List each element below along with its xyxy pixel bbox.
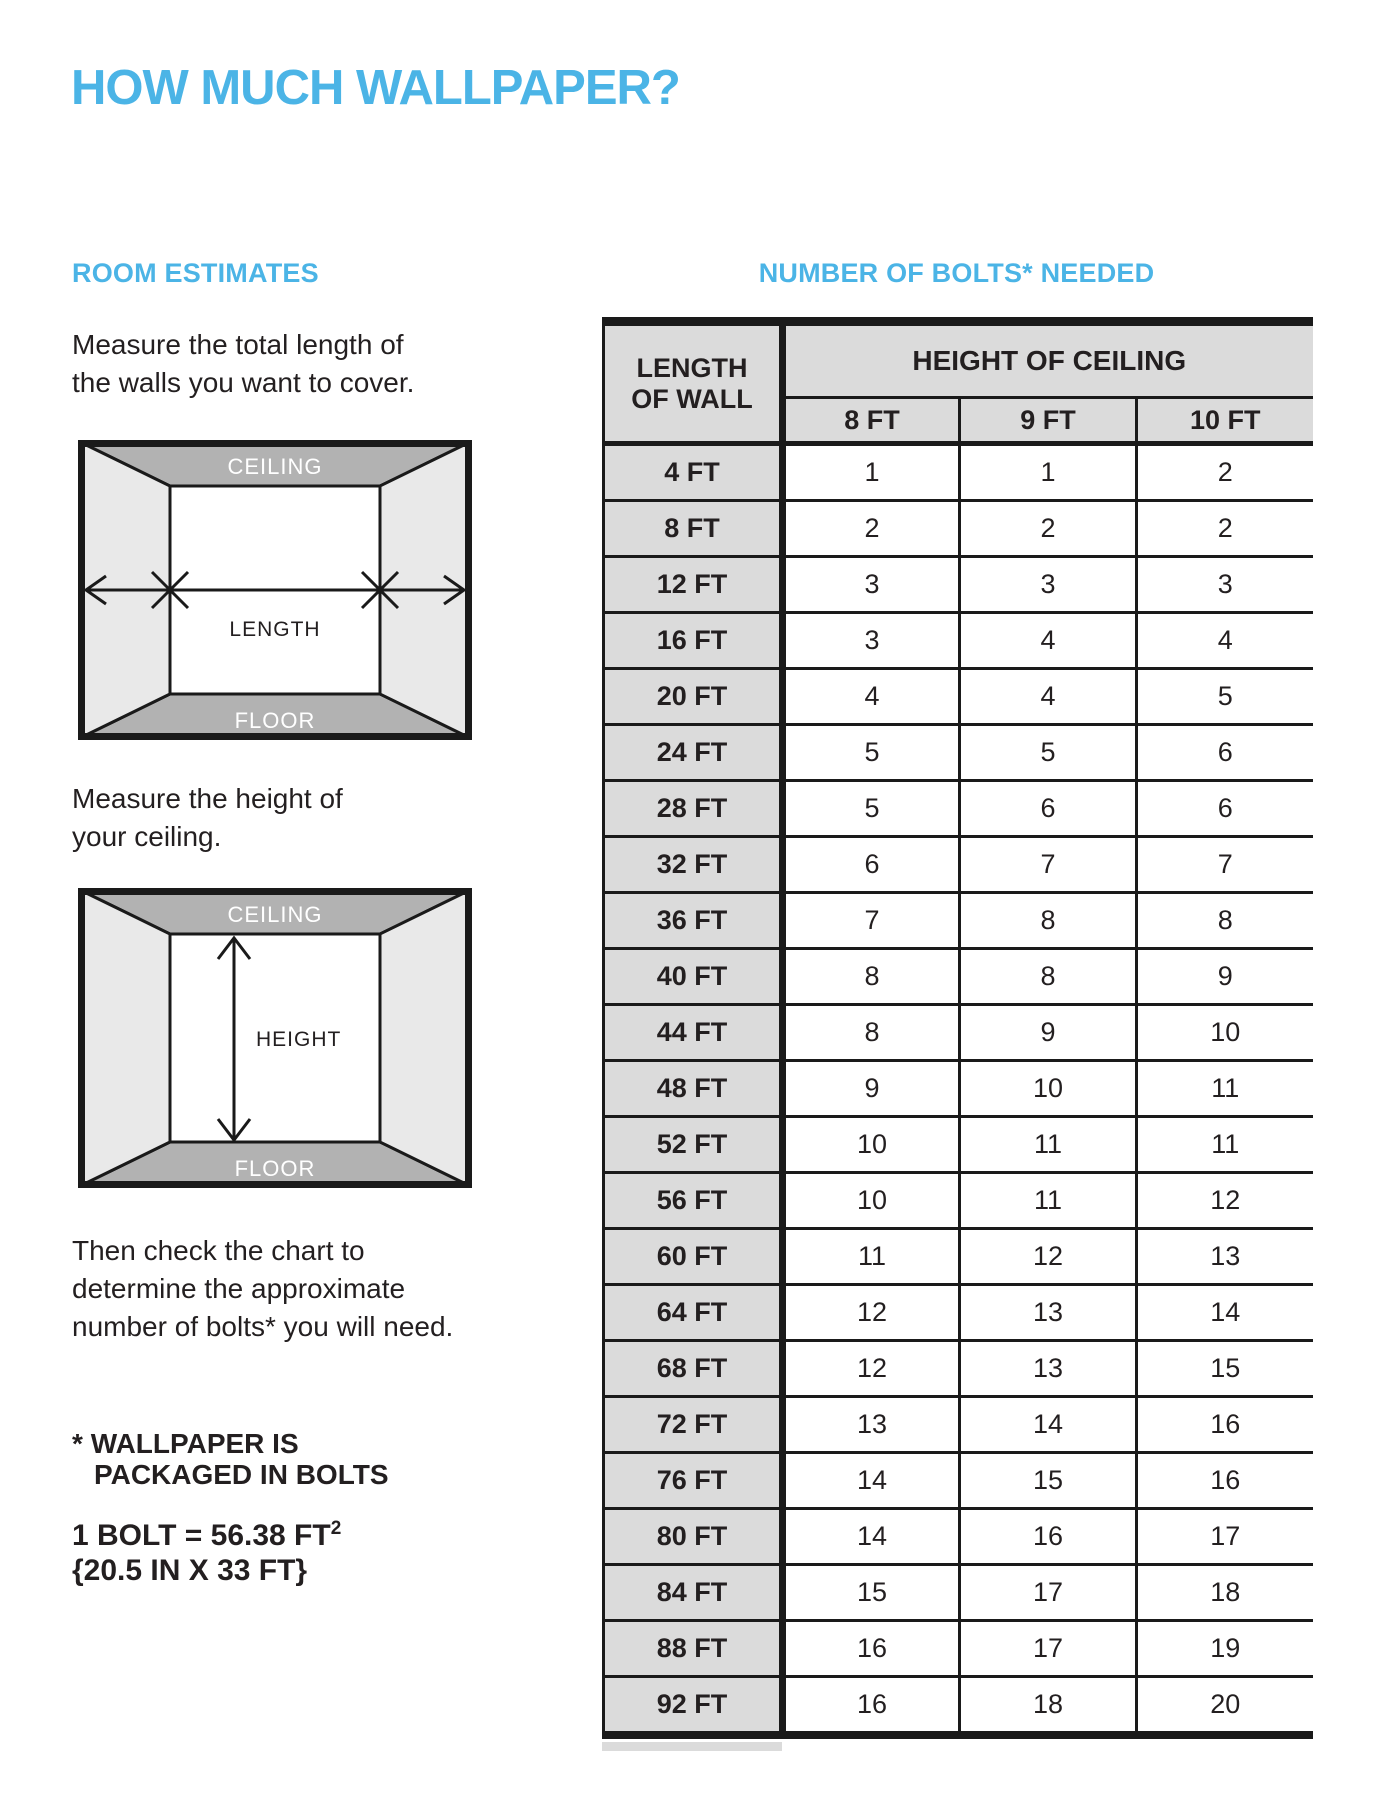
row-length-label: 52 FT [604,1117,783,1173]
table-row [604,1285,1313,1341]
table-row [604,444,1313,501]
cell-bolts-8ft: 8 [783,949,960,1005]
cell-bolts-10ft: 2 [1137,501,1313,557]
row-length-label: 16 FT [604,613,783,669]
cell-bolts-9ft: 1 [960,444,1137,501]
room-length-diagram-svg [78,440,472,740]
cell-bolts-10ft: 6 [1137,725,1313,781]
table-row [604,557,1313,613]
table-row [604,781,1313,837]
room-length-diagram [78,440,472,745]
row-length-label: 20 FT [604,669,783,725]
room-height-diagram-svg [78,888,472,1188]
room-estimates-heading: ROOM ESTIMATES [72,258,319,288]
instruction-line: determine the approximate [72,1273,406,1304]
cell-bolts-10ft: 7 [1137,837,1313,893]
footnote-line: PACKAGED IN BOLTS [94,1459,389,1490]
floor-label: FLOOR [234,1156,316,1181]
bolt-equation: 1 BOLT = 56.38 $FT^2$ [72,1518,342,1552]
instruction-measure-length [72,326,492,402]
row-length-label: 60 FT [604,1229,783,1285]
cell-bolts-9ft: 8 [960,949,1137,1005]
cell-bolts-8ft: 5 [783,725,960,781]
table-bottom-gray-tab [602,1742,782,1751]
row-length-label: 92 FT [604,1677,783,1736]
cell-bolts-8ft: 5 [783,781,960,837]
row-length-label: 44 FT [604,1005,783,1061]
cell-bolts-8ft: 8 [783,1005,960,1061]
cell-bolts-9ft: 4 [960,613,1137,669]
cell-bolts-10ft: 2 [1137,444,1313,501]
instruction-check-chart [72,1232,492,1346]
length-label: LENGTH [229,618,321,641]
bolts-table-heading: NUMBER OF BOLTS* NEEDED [758,258,1155,288]
height-of-ceiling-header: HEIGHT OF CEILING [783,322,1313,398]
cell-bolts-8ft: 12 [783,1285,960,1341]
table-row [604,1005,1313,1061]
instruction-line: number of bolts* you will need. [72,1311,454,1342]
cell-bolts-10ft: 16 [1137,1453,1313,1509]
room-height-diagram [78,888,472,1193]
left-wall-panel [80,890,170,1186]
cell-bolts-9ft: 17 [960,1621,1137,1677]
cell-bolts-10ft: 3 [1137,557,1313,613]
row-length-label: 24 FT [604,725,783,781]
cell-bolts-9ft: 11 [960,1173,1137,1229]
cell-bolts-9ft: 13 [960,1341,1137,1397]
table-row [604,1565,1313,1621]
instruction-measure-height [72,780,492,856]
table-row [604,1509,1313,1565]
cell-bolts-9ft: 5 [960,725,1137,781]
cell-bolts-10ft: 18 [1137,1565,1313,1621]
cell-bolts-8ft: 9 [783,1061,960,1117]
cell-bolts-8ft: 3 [783,557,960,613]
cell-bolts-8ft: 15 [783,1565,960,1621]
row-length-label: 28 FT [604,781,783,837]
row-length-label: 84 FT [604,1565,783,1621]
bolts-needed-table [602,317,1313,1739]
cell-bolts-8ft: 10 [783,1117,960,1173]
cell-bolts-9ft: 9 [960,1005,1137,1061]
ceiling-label: CEILING [227,902,323,927]
cell-bolts-8ft: 3 [783,613,960,669]
col-header-9ft: 9 FT [960,398,1137,444]
bolts-table-body [604,444,1313,1736]
col-header-10ft: 10 FT [1137,398,1313,444]
cell-bolts-10ft: 12 [1137,1173,1313,1229]
asterisk: * [72,1428,83,1459]
instruction-line: Measure the height of [72,783,343,814]
table-row [604,613,1313,669]
cell-bolts-8ft: 1 [783,444,960,501]
instruction-line: Measure the total length of [72,329,404,360]
cell-bolts-10ft: 13 [1137,1229,1313,1285]
instruction-line: the walls you want to cover. [72,367,415,398]
cell-bolts-9ft: 15 [960,1453,1137,1509]
row-length-label: 12 FT [604,557,783,613]
row-length-label: 80 FT [604,1509,783,1565]
row-length-label: 56 FT [604,1173,783,1229]
row-length-label: 32 FT [604,837,783,893]
table-row [604,893,1313,949]
cell-bolts-10ft: 8 [1137,893,1313,949]
table-row [604,1397,1313,1453]
cell-bolts-9ft: 13 [960,1285,1137,1341]
cell-bolts-8ft: 14 [783,1509,960,1565]
cell-bolts-8ft: 2 [783,501,960,557]
length-of-wall-header: LENGTH OF WALL [604,322,783,444]
table-row [604,1677,1313,1736]
cell-bolts-10ft: 17 [1137,1509,1313,1565]
row-length-label: 4 FT [604,444,783,501]
bolt-size-info [72,1518,341,1588]
ceiling-label: CEILING [227,454,323,479]
table-row [604,1341,1313,1397]
cell-bolts-8ft: 12 [783,1341,960,1397]
cell-bolts-10ft: 9 [1137,949,1313,1005]
cell-bolts-9ft: 12 [960,1229,1137,1285]
cell-bolts-8ft: 6 [783,837,960,893]
cell-bolts-10ft: 4 [1137,613,1313,669]
cell-bolts-9ft: 18 [960,1677,1137,1736]
cell-bolts-9ft: 6 [960,781,1137,837]
cell-bolts-8ft: 10 [783,1173,960,1229]
footnote-line: * WALLPAPER IS [72,1428,299,1459]
cell-bolts-9ft: 3 [960,557,1137,613]
cell-bolts-9ft: 16 [960,1509,1137,1565]
cell-bolts-9ft: 17 [960,1565,1137,1621]
cell-bolts-8ft: 7 [783,893,960,949]
cell-bolts-9ft: 10 [960,1061,1137,1117]
page-title: HOW MUCH WALLPAPER? [71,61,680,115]
table-row [604,669,1313,725]
cell-bolts-9ft: 14 [960,1397,1137,1453]
cell-bolts-9ft: 7 [960,837,1137,893]
row-length-label: 48 FT [604,1061,783,1117]
wallpaper-bolts-footnote [72,1428,389,1490]
row-length-label: 72 FT [604,1397,783,1453]
table-row [604,501,1313,557]
row-length-label: 8 FT [604,501,783,557]
row-length-label: 88 FT [604,1621,783,1677]
row-length-label: 36 FT [604,893,783,949]
cell-bolts-10ft: 5 [1137,669,1313,725]
table-row [604,725,1313,781]
table-row [604,1621,1313,1677]
table-row [604,1173,1313,1229]
cell-bolts-10ft: 10 [1137,1005,1313,1061]
cell-bolts-8ft: 4 [783,669,960,725]
cell-bolts-8ft: 16 [783,1621,960,1677]
table-header-row [604,322,1313,398]
bolt-dimensions: {20.5 IN X 33 FT} [72,1554,308,1587]
cell-bolts-9ft: 11 [960,1117,1137,1173]
cell-bolts-10ft: 14 [1137,1285,1313,1341]
col-header-8ft: 8 FT [783,398,960,444]
table-row [604,837,1313,893]
cell-bolts-10ft: 15 [1137,1341,1313,1397]
table-row [604,949,1313,1005]
row-length-label: 76 FT [604,1453,783,1509]
cell-bolts-10ft: 11 [1137,1061,1313,1117]
cell-bolts-10ft: 19 [1137,1621,1313,1677]
instruction-line: your ceiling. [72,821,222,852]
cell-bolts-9ft: 2 [960,501,1137,557]
cell-bolts-10ft: 16 [1137,1397,1313,1453]
cell-bolts-8ft: 14 [783,1453,960,1509]
table-row [604,1117,1313,1173]
height-label: HEIGHT [256,1028,342,1051]
cell-bolts-10ft: 20 [1137,1677,1313,1736]
table-row [604,1453,1313,1509]
cell-bolts-9ft: 8 [960,893,1137,949]
bolts-table-head [604,322,1313,444]
cell-bolts-8ft: 13 [783,1397,960,1453]
cell-bolts-10ft: 11 [1137,1117,1313,1173]
cell-bolts-9ft: 4 [960,669,1137,725]
row-length-label: 68 FT [604,1341,783,1397]
table-row [604,1061,1313,1117]
floor-label: FLOOR [234,708,316,733]
bolts-table-heading-wrap [602,258,1311,289]
right-wall-panel [380,890,470,1186]
cell-bolts-10ft: 6 [1137,781,1313,837]
instruction-line: Then check the chart to [72,1235,365,1266]
table-row [604,1229,1313,1285]
cell-bolts-8ft: 11 [783,1229,960,1285]
row-length-label: 64 FT [604,1285,783,1341]
superscript-2: 2 [330,1518,342,1539]
row-length-label: 40 FT [604,949,783,1005]
cell-bolts-8ft: 16 [783,1677,960,1736]
